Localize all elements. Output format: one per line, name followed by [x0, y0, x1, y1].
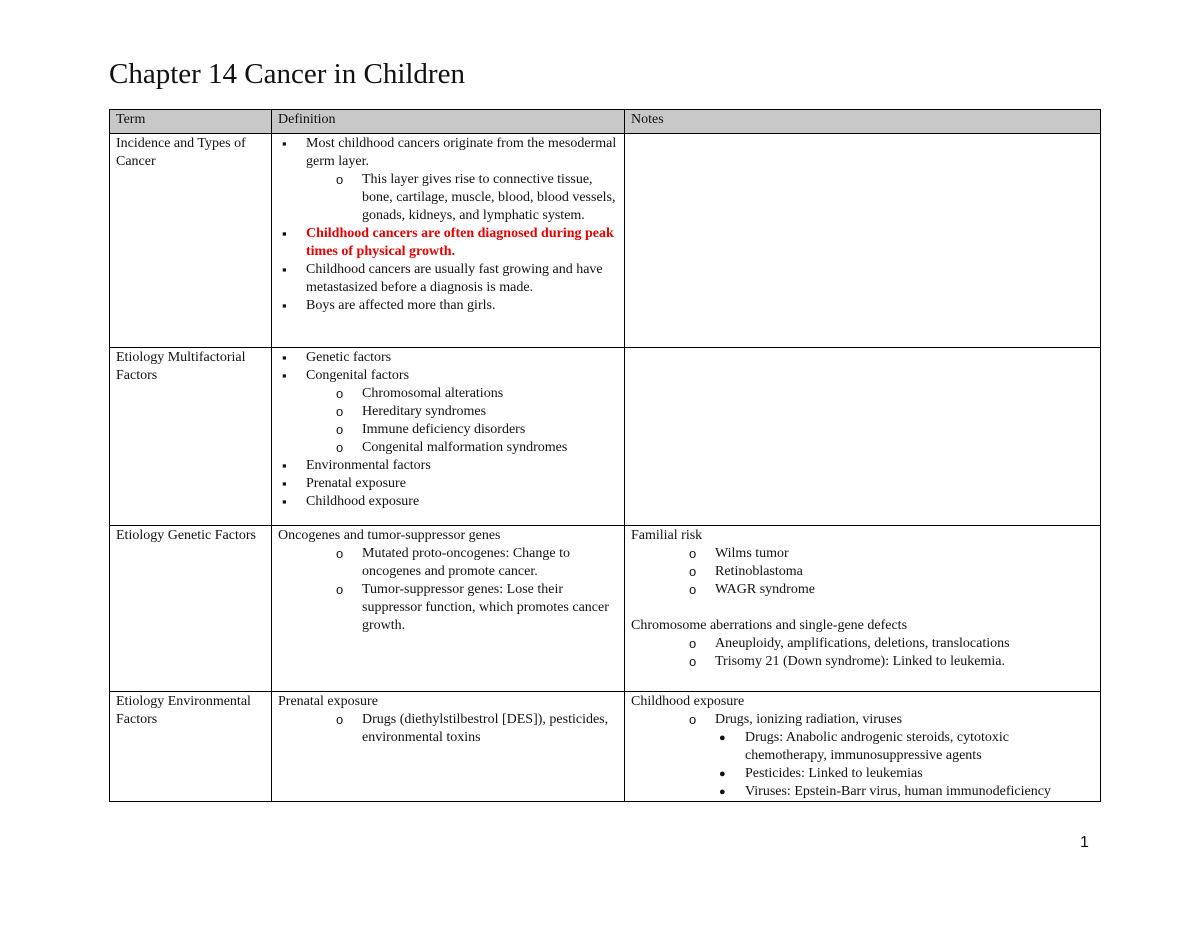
- list-item: ● Drugs: Anabolic androgenic steroids, cytotoxic chemotherapy, immunosuppressive agents: [631, 729, 1094, 765]
- definition-list: [278, 545, 618, 635]
- definition-cell: [272, 526, 625, 692]
- list-item: ● Viruses: Epstein-Barr virus, human immunodeficiency: [631, 783, 1094, 801]
- definition-list: [278, 349, 618, 511]
- list-item: o Tumor-suppressor genes: Lose their suppressor function, which promotes cancer growth.: [278, 581, 618, 635]
- list-item: o Wilms tumor: [631, 545, 1094, 563]
- definition-list: [278, 711, 618, 747]
- notes-lead: Childhood exposure: [631, 694, 745, 709]
- notes-cell: [625, 692, 1101, 802]
- highlighted-list-item: ▪ Childhood cancers are often diagnosed during peak times of physical growth.: [278, 225, 618, 261]
- notes-lead: Chromosome aberrations and single-gene defects: [631, 618, 908, 633]
- term-cell: Etiology Multifactorial Factors: [110, 348, 272, 526]
- term-cell: Etiology Genetic Factors: [110, 526, 272, 692]
- definition-lead: Oncogenes and tumor-suppressor genes: [278, 528, 501, 543]
- list-item: o Trisomy 21 (Down syndrome): Linked to leukemia.: [631, 653, 1094, 671]
- notes-cell: [625, 348, 1101, 526]
- list-item: ● Pesticides: Linked to leukemias: [631, 765, 1094, 783]
- list-item: ▪ Environmental factors: [278, 457, 618, 475]
- notes-table: [109, 109, 1101, 802]
- page-number: 1: [1080, 834, 1089, 851]
- list-item: o Immune deficiency disorders: [278, 421, 618, 439]
- list-item: ▪ Boys are affected more than girls.: [278, 297, 618, 315]
- notes-list: [631, 545, 1094, 599]
- term-cell: Incidence and Types of Cancer: [110, 134, 272, 348]
- header-definition: Definition: [272, 110, 625, 134]
- table-header-row: [110, 110, 1101, 134]
- table-row: [110, 134, 1101, 348]
- document-title: Chapter 14 Cancer in Children: [109, 58, 465, 90]
- list-item: o Drugs, ionizing radiation, viruses: [631, 711, 1094, 729]
- list-item: o This layer gives rise to connective tissue, bone, cartilage, muscle, blood, blood vessels, gonads, kidneys, and lymphatic system.: [278, 171, 618, 225]
- list-item: o Retinoblastoma: [631, 563, 1094, 581]
- list-item: o Hereditary syndromes: [278, 403, 618, 421]
- term-cell: Etiology Environmental Factors: [110, 692, 272, 802]
- list-item: ▪ Genetic factors: [278, 349, 618, 367]
- header-term: Term: [110, 110, 272, 134]
- header-notes: Notes: [625, 110, 1101, 134]
- table-row: [110, 348, 1101, 526]
- list-item: o WAGR syndrome: [631, 581, 1094, 599]
- list-item: o Mutated proto-oncogenes: Change to oncogenes and promote cancer.: [278, 545, 618, 581]
- definition-list: [278, 135, 618, 315]
- notes-list: [631, 711, 1094, 801]
- list-item: ▪ Most childhood cancers originate from the mesodermal germ layer.: [278, 135, 618, 171]
- list-item: o Chromosomal alterations: [278, 385, 618, 403]
- table-row: [110, 526, 1101, 692]
- notes-list: [631, 635, 1094, 671]
- definition-cell: [272, 134, 625, 348]
- definition-lead: Prenatal exposure: [278, 694, 378, 709]
- list-item: ▪ Prenatal exposure: [278, 475, 618, 493]
- list-item: ▪ Congenital factors: [278, 367, 618, 385]
- definition-cell: [272, 348, 625, 526]
- notes-lead: Familial risk: [631, 528, 703, 543]
- list-item: o Drugs (diethylstilbestrol [DES]), pesticides, environmental toxins: [278, 711, 618, 747]
- list-item: o Congenital malformation syndromes: [278, 439, 618, 457]
- spacer: [631, 599, 1094, 617]
- list-item: ▪ Childhood exposure: [278, 493, 618, 511]
- definition-cell: [272, 692, 625, 802]
- notes-cell: [625, 134, 1101, 348]
- list-item: ▪ Childhood cancers are usually fast growing and have metastasized before a diagnosis is made.: [278, 261, 618, 297]
- notes-cell: [625, 526, 1101, 692]
- list-item: o Aneuploidy, amplifications, deletions, translocations: [631, 635, 1094, 653]
- table-row: [110, 692, 1101, 802]
